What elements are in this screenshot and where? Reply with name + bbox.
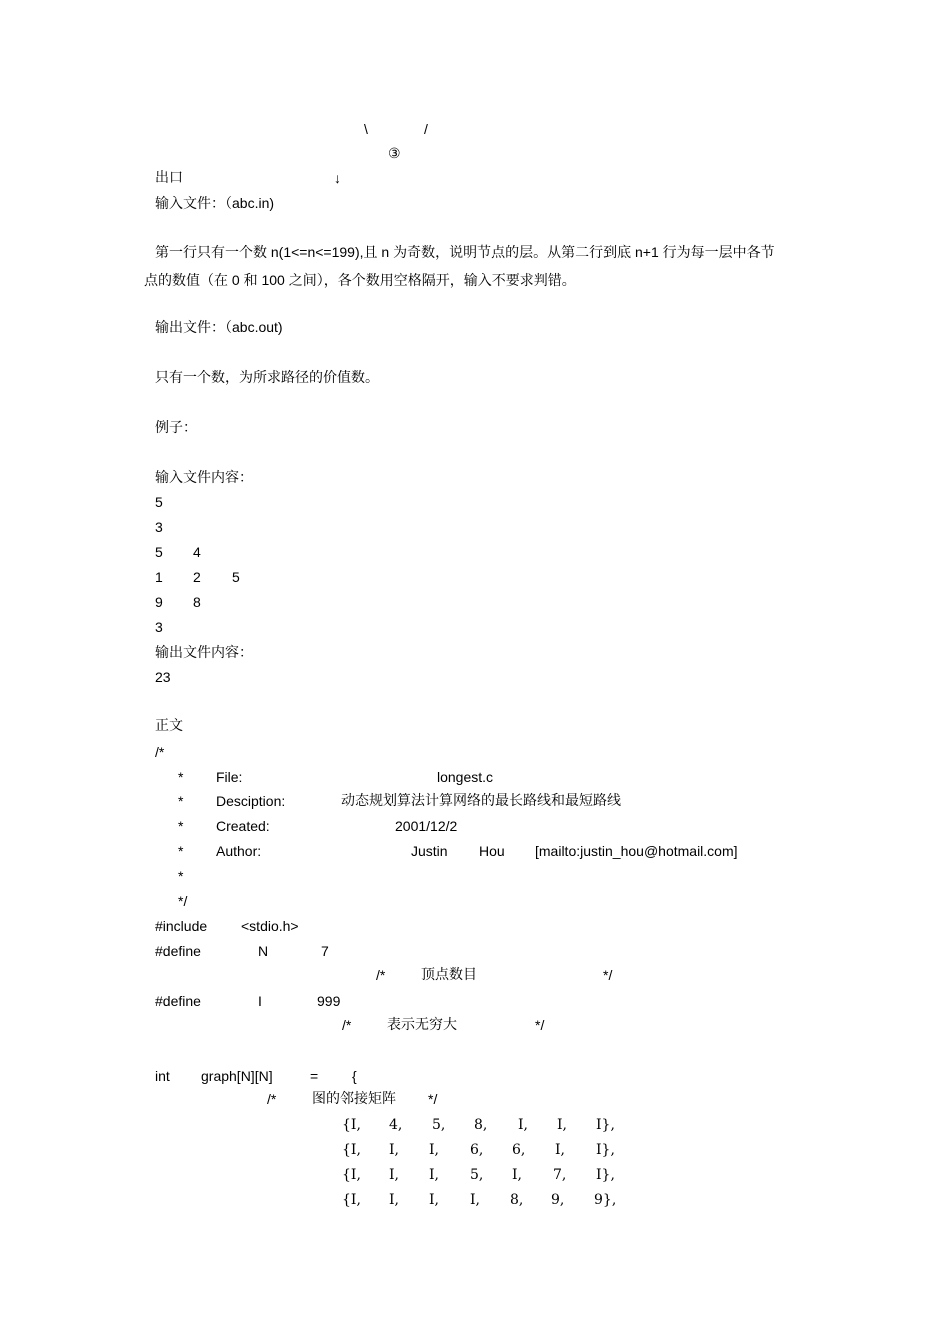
matrix-cell: {I, bbox=[342, 1167, 361, 1183]
define-comment: 表示无穷大 bbox=[387, 1017, 457, 1033]
description-line-2: 点的数值（在 0 和 100 之间），各个数用空格隔开，输入不要求判错。 bbox=[144, 272, 576, 288]
matrix-cell: I, bbox=[470, 1192, 480, 1208]
header-key-author: Author: bbox=[216, 843, 262, 859]
example-input-value: 2 bbox=[193, 569, 201, 585]
header-val-created: 2001/12/2 bbox=[395, 818, 458, 834]
matrix-cell: I, bbox=[429, 1142, 439, 1158]
output-file-label: 输出文件：（abc.out) bbox=[155, 319, 283, 335]
comment-close: */ bbox=[603, 967, 613, 983]
define-name: N bbox=[258, 943, 269, 959]
body-label: 正文 bbox=[155, 718, 183, 734]
include-keyword: #include bbox=[155, 918, 208, 934]
header-star: * bbox=[178, 769, 184, 785]
define-keyword: #define bbox=[155, 943, 201, 959]
description-line-1: 第一行只有一个数 n(1<=n<=199),且 n 为奇数，说明节点的层。从第二行到底 n+1 行为每一层中各节 bbox=[155, 244, 775, 260]
header-val-description: 动态规划算法计算网络的最长路线和最短路线 bbox=[341, 793, 621, 809]
include-file: <stdio.h> bbox=[241, 918, 299, 934]
example-input-value: 4 bbox=[193, 544, 201, 560]
define-comment: 顶点数目 bbox=[421, 967, 477, 983]
graph-brace: { bbox=[352, 1068, 357, 1084]
matrix-cell: I, bbox=[518, 1117, 528, 1133]
diagram-right-slash: / bbox=[424, 121, 428, 137]
example-input-value: 8 bbox=[193, 594, 201, 610]
matrix-cell: 6, bbox=[470, 1142, 484, 1158]
example-input-value: 3 bbox=[155, 519, 163, 535]
example-input-value: 9 bbox=[155, 594, 163, 610]
matrix-cell: I, bbox=[557, 1117, 567, 1133]
matrix-cell: 8, bbox=[510, 1192, 524, 1208]
example-input-value: 3 bbox=[155, 619, 163, 635]
header-val-file: longest.c bbox=[437, 769, 494, 785]
exit-label: 出口 bbox=[155, 170, 183, 186]
example-input-value: 1 bbox=[155, 569, 163, 585]
matrix-cell: I, bbox=[555, 1142, 565, 1158]
comment-close: */ bbox=[535, 1017, 545, 1033]
matrix-cell: I, bbox=[389, 1167, 399, 1183]
matrix-cell: I, bbox=[389, 1142, 399, 1158]
matrix-cell: I}, bbox=[596, 1167, 615, 1183]
matrix-cell: 7, bbox=[553, 1167, 567, 1183]
header-star: * bbox=[178, 843, 184, 859]
output-description: 只有一个数，为所求路径的价值数。 bbox=[155, 369, 379, 385]
comment-close: */ bbox=[428, 1091, 438, 1107]
matrix-cell: I, bbox=[512, 1167, 522, 1183]
graph-eq: = bbox=[310, 1068, 319, 1084]
graph-name: graph[N][N] bbox=[201, 1068, 273, 1084]
comment-open: /* bbox=[342, 1017, 352, 1033]
header-val-author-last: Hou bbox=[479, 843, 505, 859]
header-key-file: File: bbox=[216, 769, 243, 785]
comment-open: /* bbox=[376, 967, 386, 983]
matrix-cell: I, bbox=[389, 1192, 399, 1208]
example-input-value: 5 bbox=[232, 569, 240, 585]
diagram-node-label: ③ bbox=[388, 146, 401, 162]
example-input-value: 5 bbox=[155, 494, 163, 510]
example-output-value: 23 bbox=[155, 669, 171, 685]
define-value: 7 bbox=[321, 943, 329, 959]
define-keyword: #define bbox=[155, 993, 201, 1009]
header-key-description: Desciption: bbox=[216, 793, 286, 809]
header-star: * bbox=[178, 793, 184, 809]
matrix-cell: I}, bbox=[596, 1142, 615, 1158]
matrix-cell: I}, bbox=[596, 1117, 615, 1133]
header-val-author-first: Justin bbox=[411, 843, 448, 859]
example-input-value: 5 bbox=[155, 544, 163, 560]
matrix-cell: {I, bbox=[342, 1117, 361, 1133]
matrix-cell: 5, bbox=[432, 1117, 446, 1133]
matrix-cell: I, bbox=[429, 1167, 439, 1183]
header-val-author-email: [mailto:justin_hou@hotmail.com] bbox=[535, 843, 738, 859]
matrix-cell: I, bbox=[429, 1192, 439, 1208]
matrix-cell: 8, bbox=[474, 1117, 488, 1133]
header-key-created: Created: bbox=[216, 818, 270, 834]
example-output-label: 输出文件内容： bbox=[155, 644, 253, 660]
example-input-label: 输入文件内容： bbox=[155, 469, 253, 485]
example-label: 例子： bbox=[155, 419, 197, 435]
comment-close: */ bbox=[178, 893, 188, 909]
graph-comment: 图的邻接矩阵 bbox=[312, 1091, 396, 1107]
matrix-cell: 5, bbox=[470, 1167, 484, 1183]
down-arrow-icon: ↓ bbox=[334, 170, 341, 186]
comment-open: /* bbox=[267, 1091, 277, 1107]
define-value: 999 bbox=[317, 993, 341, 1009]
diagram-left-slash: \ bbox=[364, 121, 368, 137]
comment-open: /* bbox=[155, 744, 165, 760]
matrix-cell: 6, bbox=[512, 1142, 526, 1158]
define-name: I bbox=[258, 993, 262, 1009]
header-star: * bbox=[178, 818, 184, 834]
matrix-cell: {I, bbox=[342, 1192, 361, 1208]
input-file-label: 输入文件：（abc.in) bbox=[155, 195, 275, 211]
header-star: * bbox=[178, 868, 184, 884]
matrix-cell: 4, bbox=[389, 1117, 403, 1133]
matrix-cell: 9}, bbox=[594, 1192, 617, 1208]
matrix-cell: {I, bbox=[342, 1142, 361, 1158]
graph-type: int bbox=[155, 1068, 170, 1084]
matrix-cell: 9, bbox=[551, 1192, 565, 1208]
